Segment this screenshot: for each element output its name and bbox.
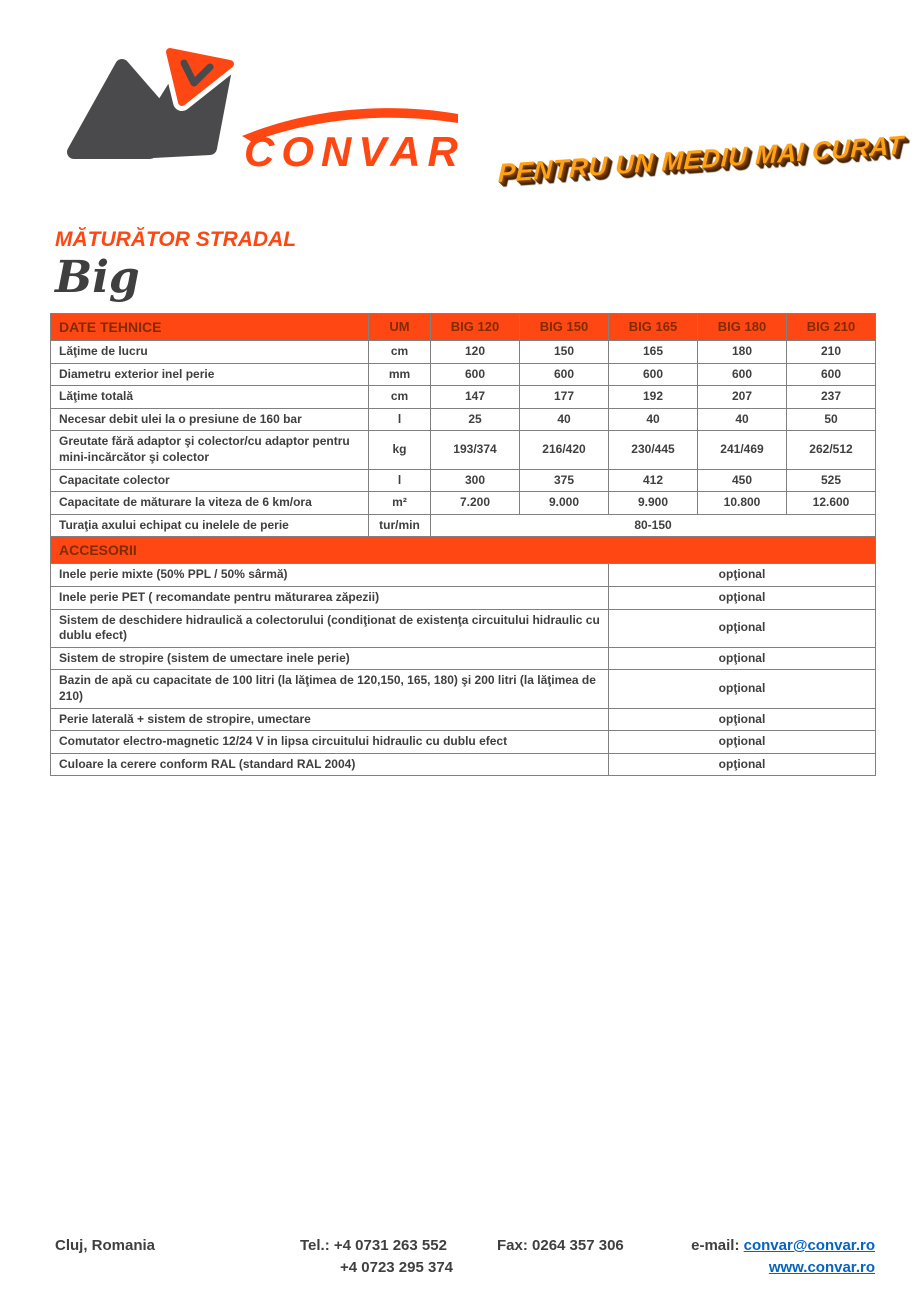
spec-label: Capacitate de măturare la viteza de 6 km/ora xyxy=(51,492,369,515)
spec-header-row xyxy=(51,314,876,341)
spec-unit: mm xyxy=(369,363,431,386)
spec-value: 165 xyxy=(609,341,698,364)
spec-unit: cm xyxy=(369,386,431,409)
email-link[interactable]: convar@convar.ro xyxy=(743,1237,875,1254)
accessory-row xyxy=(51,609,876,647)
spec-value: 412 xyxy=(609,469,698,492)
footer-fax: Fax: 0264 357 306 xyxy=(497,1237,624,1254)
footer-telephone-line1 xyxy=(300,1237,447,1254)
spec-value: 150 xyxy=(520,341,609,364)
accessory-label: Bazin de apă cu capacitate de 100 litri (la lăţimea de 120,150, 165, 180) şi 200 litri (la lăţimea de 210) xyxy=(51,670,609,708)
accessory-row xyxy=(51,564,876,587)
logo-brand-text: CONVAR xyxy=(244,128,465,175)
email-label: e-mail: xyxy=(691,1237,740,1254)
spec-value: 7.200 xyxy=(431,492,520,515)
accessory-label: Culoare la cerere conform RAL (standard RAL 2004) xyxy=(51,753,609,776)
spec-row xyxy=(51,386,876,409)
website-link[interactable]: www.convar.ro xyxy=(768,1259,875,1276)
accessory-value: opţional xyxy=(609,708,876,731)
spec-table xyxy=(50,313,876,776)
spec-label: Lăţime de lucru xyxy=(51,341,369,364)
spec-label: Capacitate colector xyxy=(51,469,369,492)
accessories-section-row xyxy=(51,537,876,564)
spec-unit: l xyxy=(369,408,431,431)
footer-website-line xyxy=(769,1259,875,1276)
accessory-row xyxy=(51,731,876,754)
accessory-value: opţional xyxy=(609,609,876,647)
spec-unit: tur/min xyxy=(369,514,431,537)
tel-label: Tel.: xyxy=(300,1237,330,1254)
model-name: Big xyxy=(55,252,140,303)
spec-label: Greutate fără adaptor şi colector/cu adaptor pentru mini-incărcător şi colector xyxy=(51,431,369,469)
spec-unit: l xyxy=(369,469,431,492)
spec-value: 9.900 xyxy=(609,492,698,515)
convar-logo-graphic xyxy=(58,36,468,176)
spec-table-body xyxy=(51,341,876,537)
accessory-value: opţional xyxy=(609,670,876,708)
spec-label: Diametru exterior inel perie xyxy=(51,363,369,386)
column-header-big-180: BIG 180 xyxy=(698,314,787,341)
spec-value: 147 xyxy=(431,386,520,409)
spec-value: 207 xyxy=(698,386,787,409)
spec-value: 177 xyxy=(520,386,609,409)
spec-unit: cm xyxy=(369,341,431,364)
accessory-label: Perie laterală + sistem de stropire, umectare xyxy=(51,708,609,731)
tel-number-1: +4 0731 263 552 xyxy=(333,1237,447,1254)
spec-value: 600 xyxy=(787,363,876,386)
spec-value: 40 xyxy=(609,408,698,431)
spec-value: 9.000 xyxy=(520,492,609,515)
spec-value: 192 xyxy=(609,386,698,409)
column-header-big-150: BIG 150 xyxy=(520,314,609,341)
accessory-value: opţional xyxy=(609,731,876,754)
accessory-label: Comutator electro-magnetic 12/24 V in lipsa circuitului hidraulic cu dublu efect xyxy=(51,731,609,754)
spec-value: 210 xyxy=(787,341,876,364)
spec-value: 600 xyxy=(520,363,609,386)
spec-value: 10.800 xyxy=(698,492,787,515)
accessory-row xyxy=(51,586,876,609)
tagline-banner: PENTRU UN MEDIU MAI CURAT xyxy=(497,129,904,189)
spec-row xyxy=(51,408,876,431)
spec-value: 600 xyxy=(698,363,787,386)
spec-value: 12.600 xyxy=(787,492,876,515)
column-header-big-165: BIG 165 xyxy=(609,314,698,341)
spec-label: Lăţime totală xyxy=(51,386,369,409)
spec-value: 600 xyxy=(431,363,520,386)
spec-value: 193/374 xyxy=(431,431,520,469)
column-header-big-120: BIG 120 xyxy=(431,314,520,341)
spec-value: 237 xyxy=(787,386,876,409)
spec-unit: kg xyxy=(369,431,431,469)
spec-unit: m² xyxy=(369,492,431,515)
spec-value: 600 xyxy=(609,363,698,386)
page-title: MĂTURĂTOR STRADAL xyxy=(55,228,297,251)
accessory-value: opţional xyxy=(609,647,876,670)
spec-value: 25 xyxy=(431,408,520,431)
accessory-label: Sistem de deschidere hidraulică a colectorului (condiţionat de existenţa circuitului hidraulic cu dublu efect) xyxy=(51,609,609,647)
spec-row xyxy=(51,363,876,386)
spec-value-span: 80-150 xyxy=(431,514,876,537)
spec-row xyxy=(51,514,876,537)
accessories-body xyxy=(51,564,876,776)
spec-value: 40 xyxy=(698,408,787,431)
accessory-row xyxy=(51,670,876,708)
spec-table-title: DATE TEHNICE xyxy=(51,314,369,341)
spec-row xyxy=(51,341,876,364)
accessory-row xyxy=(51,708,876,731)
spec-value: 525 xyxy=(787,469,876,492)
spec-value: 450 xyxy=(698,469,787,492)
spec-value: 120 xyxy=(431,341,520,364)
accessory-value: opţional xyxy=(609,753,876,776)
column-header-um: UM xyxy=(369,314,431,341)
spec-value: 180 xyxy=(698,341,787,364)
spec-value: 216/420 xyxy=(520,431,609,469)
spec-value: 375 xyxy=(520,469,609,492)
spec-value: 40 xyxy=(520,408,609,431)
spec-value: 230/445 xyxy=(609,431,698,469)
spec-row xyxy=(51,431,876,469)
spec-value: 50 xyxy=(787,408,876,431)
accessory-value: opţional xyxy=(609,586,876,609)
spec-label: Turaţia axului echipat cu inelele de perie xyxy=(51,514,369,537)
footer-location: Cluj, Romania xyxy=(55,1237,156,1254)
accessory-row xyxy=(51,647,876,670)
convar-logo xyxy=(58,36,468,176)
spec-row xyxy=(51,469,876,492)
accessory-row xyxy=(51,753,876,776)
footer-email-line xyxy=(691,1237,875,1254)
tel-number-2: +4 0723 295 374 xyxy=(340,1259,454,1276)
spec-value: 262/512 xyxy=(787,431,876,469)
spec-row xyxy=(51,492,876,515)
spec-value: 241/469 xyxy=(698,431,787,469)
accessory-label: Sistem de stropire (sistem de umectare inele perie) xyxy=(51,647,609,670)
accessory-label: Inele perie PET ( recomandate pentru măturarea zăpezii) xyxy=(51,586,609,609)
accessories-header: ACCESORII xyxy=(51,537,876,564)
spec-label: Necesar debit ulei la o presiune de 160 bar xyxy=(51,408,369,431)
column-header-big-210: BIG 210 xyxy=(787,314,876,341)
accessory-label: Inele perie mixte (50% PPL / 50% sârmă) xyxy=(51,564,609,587)
spec-value: 300 xyxy=(431,469,520,492)
accessory-value: opţional xyxy=(609,564,876,587)
